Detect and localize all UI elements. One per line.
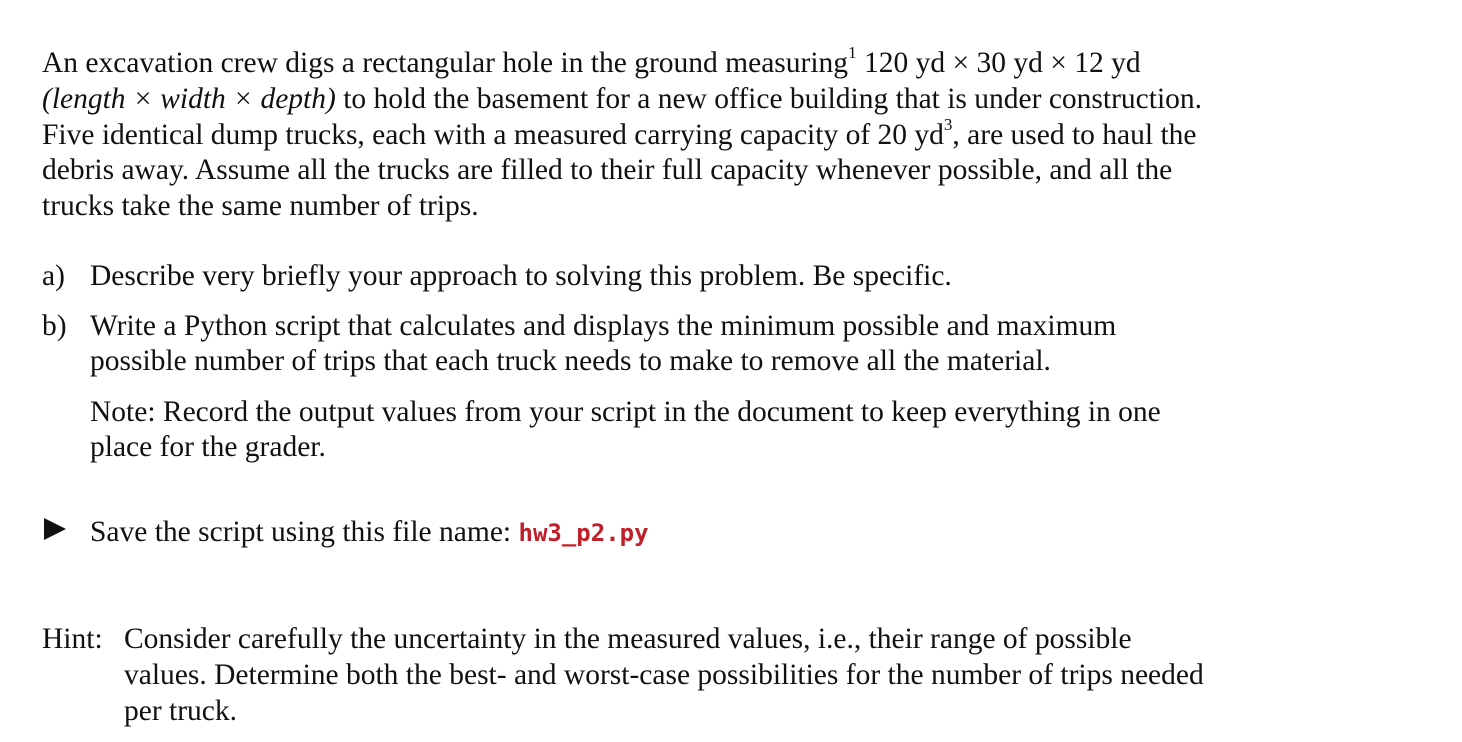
part-b-line-2: possible number of trips that each truck needs to make to remove all the material. (90, 345, 1051, 377)
problem-line-3-post: , are used to haul the (952, 119, 1197, 151)
problem-line-2-post: to hold the basement for a new office building that is under construction. (335, 83, 1203, 115)
footnote-marker: 1 (848, 43, 857, 63)
save-instruction (90, 515, 649, 551)
script-filename: hw3_p2.py (518, 519, 649, 547)
problem-dimensions: 120 yd × 30 yd × 12 yd (856, 47, 1141, 79)
problem-line-3-pre: Five identical dump trucks, each with a measured carrying capacity of 20 yd (42, 119, 944, 151)
cubic-exponent: 3 (943, 115, 953, 135)
note-line-1: Note: Record the output values from your script in the document to keep everything in one (90, 396, 1161, 428)
problem-line-3 (42, 115, 1197, 153)
part-a-label: a) (42, 260, 65, 292)
save-instruction-text: Save the script using this file name: (90, 516, 519, 548)
right-pointer-triangle-icon (44, 518, 66, 540)
problem-line-1 (42, 43, 1141, 81)
hint-label: Hint: (42, 623, 103, 655)
problem-line-5: trucks take the same number of trips. (42, 190, 479, 222)
problem-line-4: debris away. Assume all the trucks are filled to their full capacity whenever possible, and all the (42, 154, 1173, 186)
dimension-labels: (length × width × depth) (42, 83, 336, 115)
part-a-text: Describe very briefly your approach to solving this problem. Be specific. (90, 260, 952, 292)
note-line-2: place for the grader. (90, 431, 326, 463)
problem-line-1-pre: An excavation crew digs a rectangular hole in the ground measuring (42, 47, 849, 79)
part-b-line-1: Write a Python script that calculates and displays the minimum possible and maximum (90, 310, 1117, 342)
hint-line-1: Consider carefully the uncertainty in the measured values, i.e., their range of possible (124, 623, 1132, 655)
problem-line-2 (42, 82, 1202, 117)
hint-line-2: values. Determine both the best- and worst-case possibilities for the number of trips needed (124, 659, 1204, 691)
hint-line-3: per truck. (124, 695, 238, 727)
part-b-label: b) (42, 310, 67, 342)
